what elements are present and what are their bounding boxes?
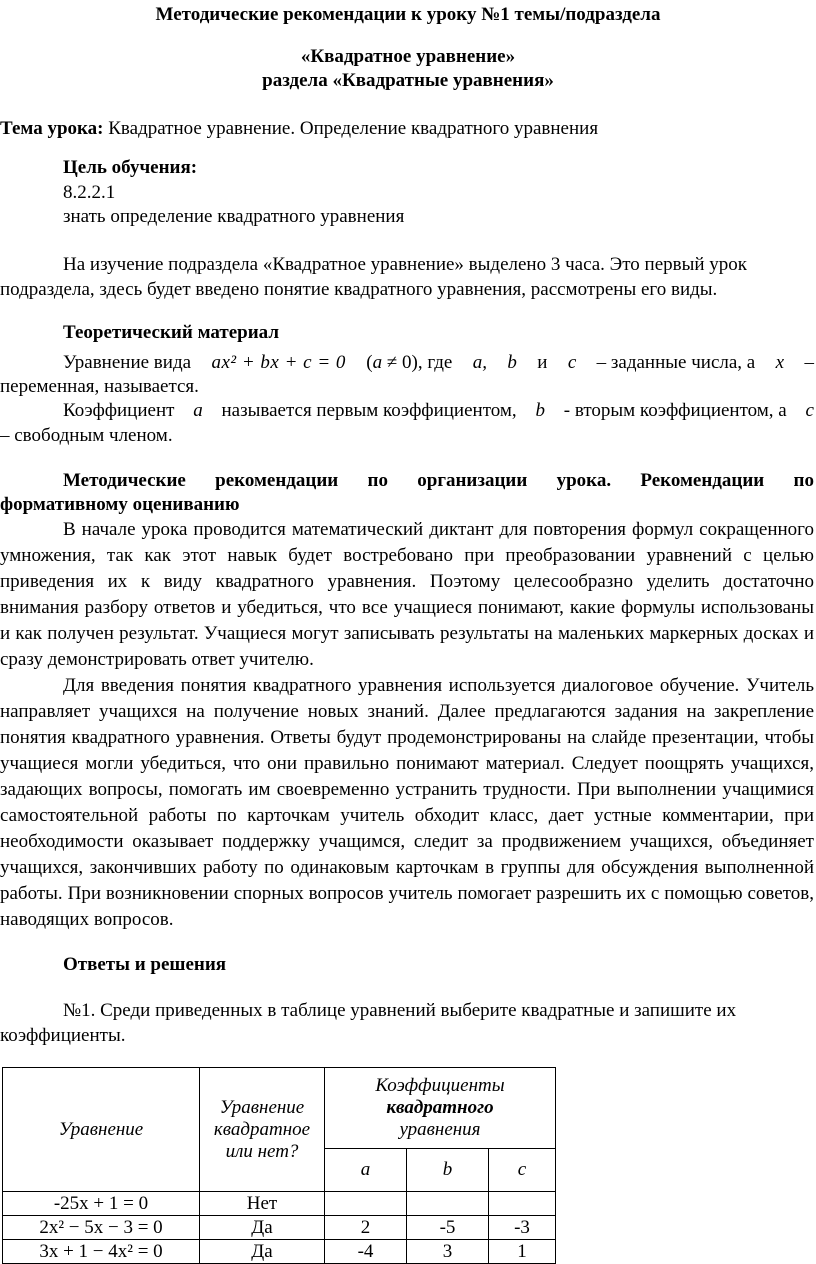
quadratic-formula: ax² + bx + c = 0 [211,352,346,373]
cell-c [489,1192,556,1216]
coef-var-b: b [535,400,545,421]
var-x: x [775,352,785,373]
coef-var-c: c [805,400,814,421]
header-coefficients: Коэффициенты квадратного уравнения [325,1068,556,1149]
coef-text-1: Коэффициент [63,400,175,421]
topic-label: Тема урока: [0,118,104,139]
cell-quadratic: Нет [200,1192,325,1216]
cell-c: -3 [489,1216,556,1240]
methods-heading-line1: Методические рекомендации по организации урока. Рекомендации по [63,470,814,491]
cell-a [325,1192,407,1216]
intro-line1: На изучение подраздела «Квадратное уравнение» выделено 3 часа. Это первый урок [63,254,748,275]
theory-heading: Теоретический материал [63,322,279,343]
intro-line2: подраздела, здесь будет введено понятие квадратного уравнения, рассмотрены его виды. [0,279,718,300]
task-line1: №1. Среди приведенных в таблице уравнений выберите квадратные и запишите их [63,1000,737,1021]
header-is-quadratic: Уравнение квадратное или нет? [200,1068,325,1192]
condition: (a ≠ 0), где [366,352,453,373]
cell-quadratic: Да [200,1216,325,1240]
dash: – [804,352,814,373]
var-b: b [507,352,517,373]
header-equation: Уравнение [3,1068,200,1192]
coef-line [63,399,814,423]
coef-line2: – свободным членом. [0,425,173,446]
methods-heading-line2: формативному оцениванию [0,494,240,515]
cell-a: -4 [325,1240,407,1264]
lesson-topic [0,117,598,141]
methods-paragraph-1: В начале урока проводится математический диктант для повторения формул сокращенного умножения, так как этот навык будет востребовано при преобразовании уравнений с целью приведения их к виду квадратного уравнения. Поэтому целесообразно уделить достаточно внимания разбору ответов и убедиться, что все учащиеся понимают, какие формулы использованы и как получен результат. Учащиеся могут записывать результаты на маленьких маркерных досках и сразу демонстрировать ответ учителю. [0,519,814,670]
goal-label: Цель обучения: [63,157,198,178]
doc-title-line1: Методические рекомендации к уроку №1 темы/подраздела [155,4,661,25]
theory-line2: переменная, называется. [0,376,199,397]
var-c: c [567,352,577,373]
methods-paragraph-2: Для введения понятия квадратного уравнения используется диалоговое обучение. Учитель направляет учащихся на получение новых знаний. Далее предлагаются задания на закрепление понятия квадратного уравнения. Ответы будут продемонстрированы на слайде презентации, чтобы учащиеся могли убедиться, что они правильно понимают материал. Следует поощрять учащихся, задающих вопросы, помогать им своевременно устранить трудности. При выполнении учащимися самостоятельной работы по карточкам учитель обходит класс, дает устные комментарии, при необходимости оказывает поддержку учащимся, следит за продвижением учащихся, объединяет учащихся, закончивших работу по одинаковым карточкам в группы для обсуждения выполненной работы. При возникновении спорных вопросов учитель помогает разрешить их с помощью советов, наводящих вопросов. [0,675,814,930]
table-row [3,1192,556,1216]
goal-text: знать определение квадратного уравнения [63,206,405,227]
cell-b: -5 [407,1216,489,1240]
cell-c: 1 [489,1240,556,1264]
coef-text-2: называется первым коэффициентом, [221,400,517,421]
given-text: – заданные числа, а [596,352,756,373]
goal-code: 8.2.2.1 [63,182,116,203]
theory-definition-line [63,351,814,375]
header-b: b [407,1149,489,1192]
cell-quadratic: Да [200,1240,325,1264]
cell-equation: 3x + 1 − 4x² = 0 [3,1240,200,1264]
topic-text: Квадратное уравнение. Определение квадратного уравнения [108,118,599,139]
and-word: и [537,352,548,373]
cell-equation: -25x + 1 = 0 [3,1192,200,1216]
task-line2: коэффициенты. [0,1025,126,1046]
doc-title-line3: раздела «Квадратные уравнения» [262,70,554,91]
cell-equation: 2x² − 5x − 3 = 0 [3,1216,200,1240]
coef-var-a: a [193,400,203,421]
cell-b [407,1192,489,1216]
eq-prefix: Уравнение вида [63,352,192,373]
header-a: a [325,1149,407,1192]
table-row [3,1216,556,1240]
header-c: c [489,1149,556,1192]
coefficients-table [2,1067,556,1264]
cell-b: 3 [407,1240,489,1264]
coef-text-3: - вторым коэффициентом, а [563,400,787,421]
answers-heading: Ответы и решения [63,954,227,975]
cell-a: 2 [325,1216,407,1240]
var-a: a, [472,352,487,373]
doc-title-line2: «Квадратное уравнение» [300,46,516,67]
